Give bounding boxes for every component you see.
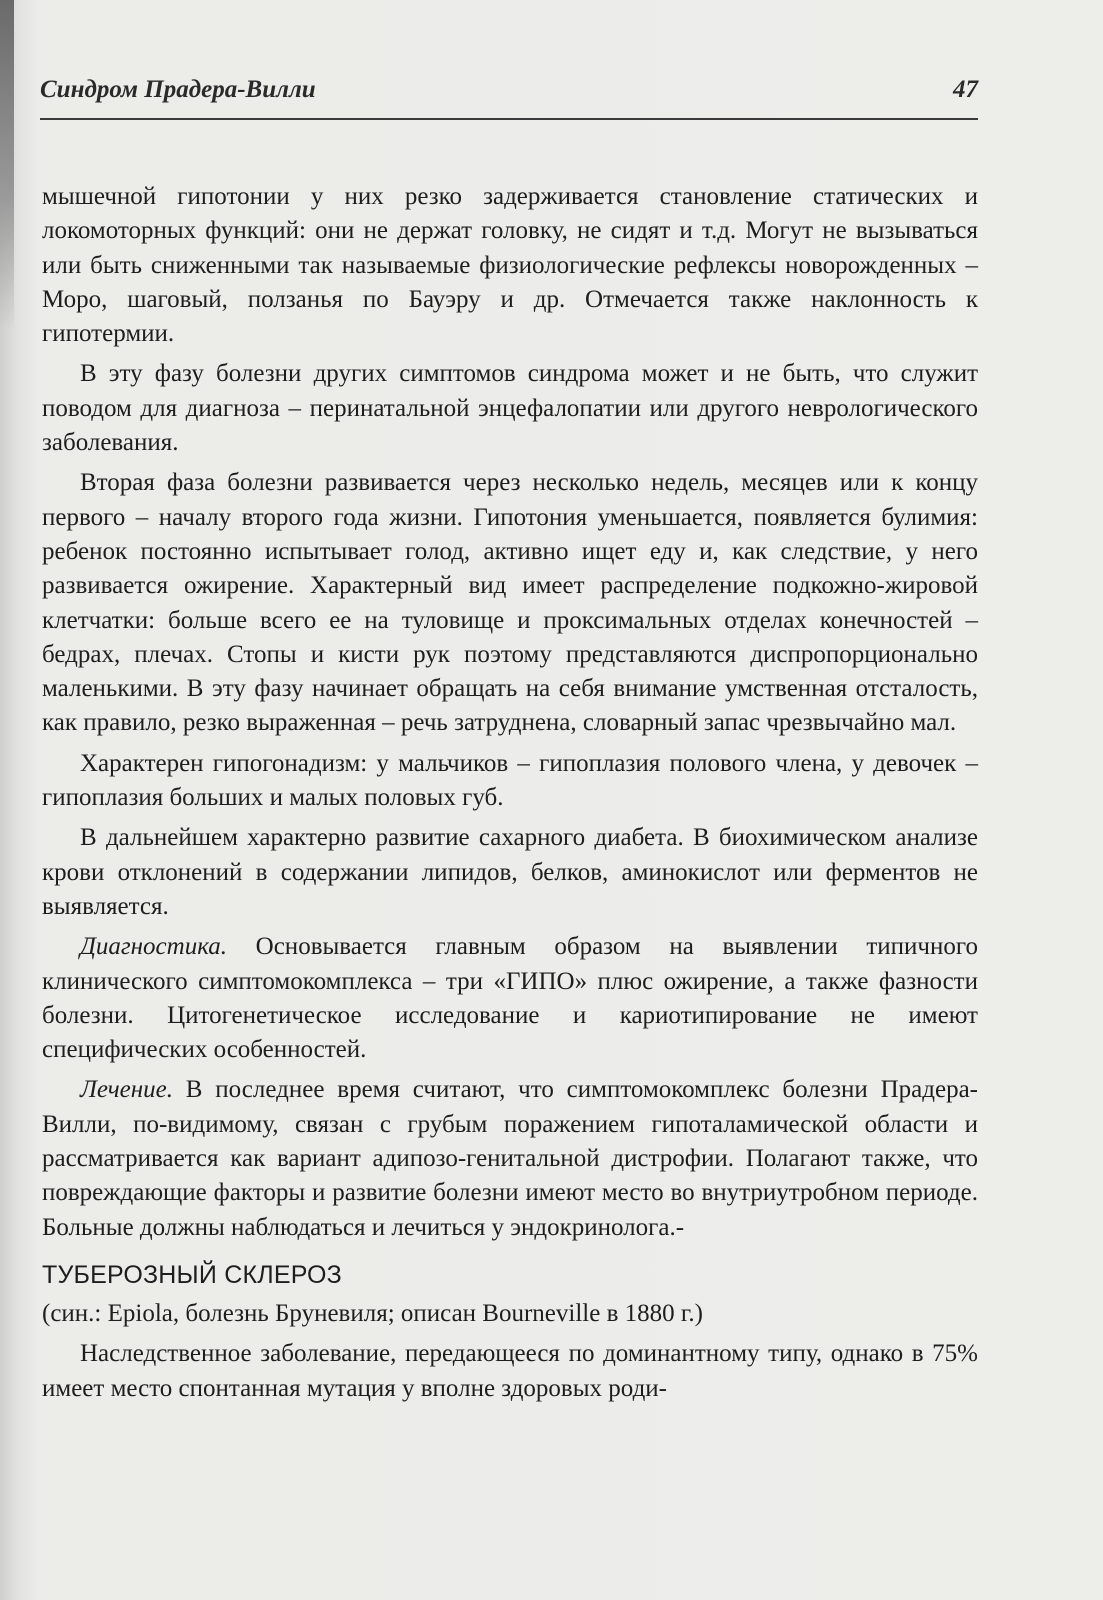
body-text (42, 180, 978, 1406)
treatment-label: Лечение. (80, 1076, 173, 1104)
paragraph: В дальнейшем характерно развитие сахарного диабета. В биохимическом анализе крови отклонений в содержании липидов, белков, аминокислот или ферментов не выявляется. (42, 824, 978, 920)
diagnostics-paragraph (42, 930, 978, 1067)
section-intro: Наследственное заболевание, передающееся по доминантному типу, однако в 75% имеет место спонтанная мутация у вполне здоровых роди- (42, 1340, 978, 1402)
diagnostics-text: Основывается главным образом на выявлении типичного клинического симптомокомплекса – три «ГИПО» плюс ожирение, а также фазности болезни. Цитогенетическое исследование и кариотипирование не имеют специфических особенностей. (42, 933, 978, 1064)
header-rule (40, 118, 978, 120)
treatment-text: В последнее время считают, что симптомокомплекс болезни Прадера-Вилли, по-видимому, связан с грубым поражением гипоталамической области и рассматривается как вариант адипозо-генитальной дистрофии. Полагают также, что повреждающие факторы и развитие болезни имеют место во внутриутробном периоде. Больные должны наблюдаться и лечиться у эндокринолога.- (42, 1076, 978, 1241)
paragraph: мышечной гипотонии у них резко задерживается становление статических и локомоторных функций: они не держат головку, не сидят и т.д. Могут не вызываться или быть сниженными так называемые физиологические рефлексы новорожденных – Моро, шаговый, ползанья по Бауэру и др. Отмечается также наклонность к гипотермии. (42, 183, 978, 348)
page-header (40, 72, 978, 112)
paragraph: Вторая фаза болезни развивается через несколько недель, месяцев или к концу первого – началу второго года жизни. Гипотония уменьшается, появляется булимия: ребенок постоянно испытывает голод, активно ищет еду и, как следствие, у него развивается ожирение. Характерный вид имеет распределение подкожно-жировой клетчатки: больше всего ее на туловище и проксимальных отделах конечностей – бедрах, плечах. Стопы и кисти рук поэтому представляются диспропорционально маленькими. В эту фазу начинает обращать на себя внимание умственная отсталость, как правило, резко выраженная – речь затруднена, словарный запас чрезвычайно мал. (42, 469, 978, 737)
page-spine-shadow (0, 0, 14, 330)
section-heading: ТУБЕРОЗНЫЙ СКЛЕРОЗ (42, 1260, 342, 1289)
treatment-paragraph (42, 1073, 978, 1244)
page-number: 47 (953, 76, 978, 103)
running-head: Синдром Прадера-Вилли (40, 76, 316, 103)
paragraph: Характерен гипогонадизм: у мальчиков – гипоплазия полового члена, у девочек – гипоплазия больших и малых половых губ. (42, 749, 978, 812)
paragraph: В эту фазу болезни других симптомов синдрома может и не быть, что служит поводом для диагноза – перинатальной энцефалопатии или другого неврологического заболевания. (42, 360, 978, 457)
section-synonyms: (син.: Epiola, болезнь Бруневиля; описан Bourneville в 1880 г.) (42, 1299, 703, 1327)
diagnostics-label: Диагностика. (80, 933, 228, 961)
